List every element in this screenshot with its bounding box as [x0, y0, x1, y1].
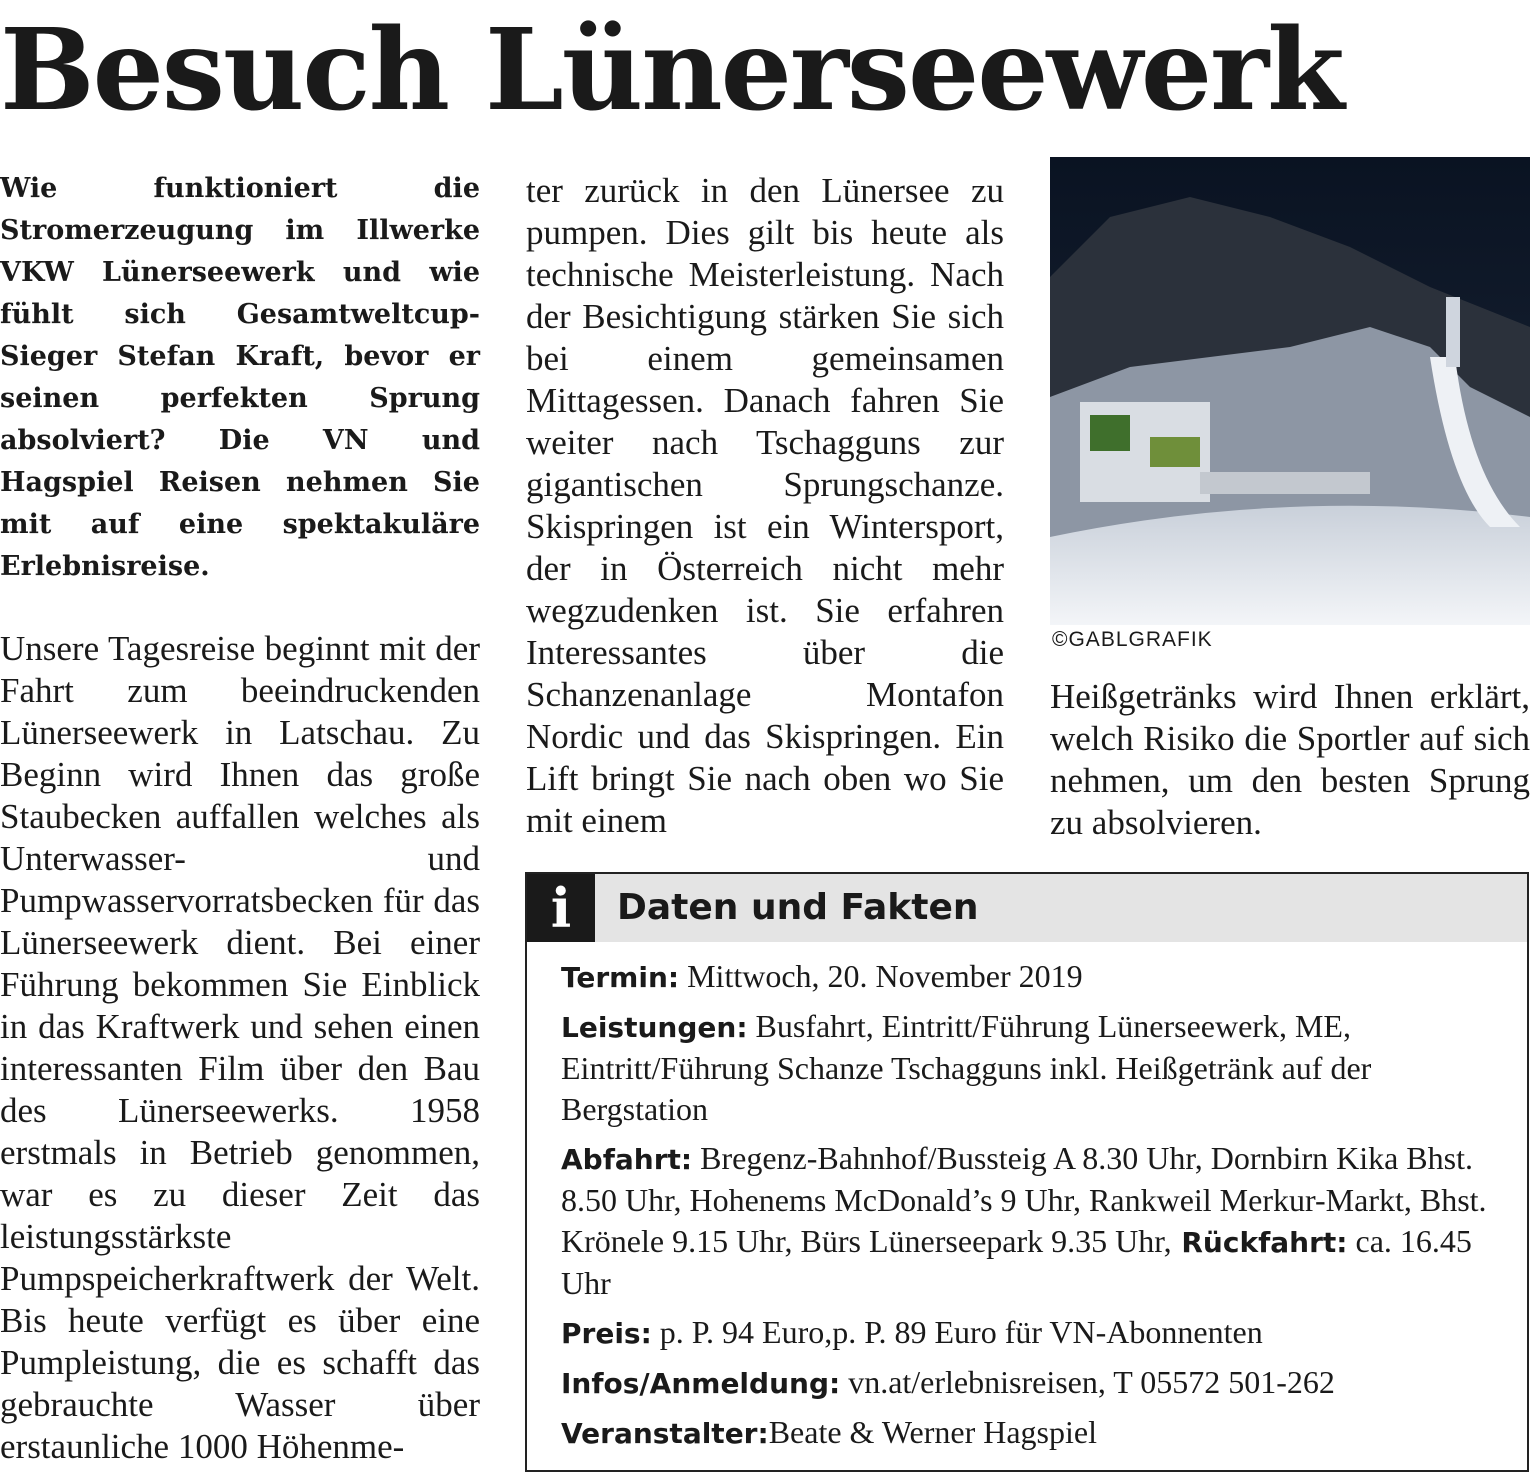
fact-label: Infos/Anmeldung:: [561, 1367, 841, 1400]
fact-text: Busfahrt, Eintritt/Führung Lünerseewerk, ME, Eintritt/Führung Schanze Tschagguns inkl. Heißgetränk auf der Bergstation: [561, 1008, 1372, 1127]
article-column-3: [1050, 676, 1530, 844]
article-column-1: [0, 168, 480, 1468]
headline: Besuch Lünerseewerk: [0, 6, 1343, 136]
fact-label: Abfahrt:: [561, 1143, 693, 1176]
photo-credit: ©GABLGRAFIK: [1052, 628, 1213, 651]
lead-paragraph: Wie funktioniert die Stromerzeugung im Illwerke VKW Lünerseewerk und wie fühlt sich Gesamtweltcup-Sieger Stefan Kraft, bevor er seinen perfekten Sprung absolviert? Die VN und Hagspiel Reisen nehmen Sie mit auf eine spektakuläre Erlebnisreise.: [0, 173, 480, 582]
facts-header: [527, 874, 1527, 942]
article-column-2: [526, 170, 1004, 842]
fact-text-rueckfahrt: ca. 16.45 Uhr: [561, 1223, 1472, 1301]
facts-title: Daten und Fakten: [617, 887, 979, 928]
ski-jump-illustration: [1050, 157, 1530, 625]
fact-text: Mittwoch, 20. November 2019: [679, 958, 1083, 994]
fact-label: Preis:: [561, 1317, 652, 1350]
facts-box: [525, 872, 1529, 1472]
fact-abfahrt: [561, 1138, 1511, 1304]
fact-infos: [561, 1362, 1511, 1404]
body-paragraph-3: Heißgetränks wird Ihnen erklärt, welch Risiko die Sportler auf sich nehmen, um den besten Sprung zu absolvieren.: [1050, 677, 1530, 842]
station-window-2: [1150, 437, 1200, 467]
fact-label: Veranstalter:: [561, 1417, 769, 1450]
fact-veranstalter: [561, 1412, 1511, 1454]
body-paragraph-2: ter zurück in den Lünersee zu pumpen. Dies gilt bis heute als technische Meisterleistung. Nach der Besichtigung stärken Sie sich bei einem gemeinsamen Mittagessen. Danach fahren Sie weiter nach Tschagguns zur gigantischen Sprungschanze. Skispringen ist ein Wintersport, der in Österreich nicht mehr wegzudenken ist. Sie erfahren Interessantes über die Schanzenanlage Montafon Nordic und das Skispringen. Ein Lift bringt Sie nach oben wo Sie mit einem: [526, 171, 1004, 840]
fact-text: Beate & Werner Hagspiel: [768, 1414, 1097, 1450]
fact-text: Bregenz-Bahnhof/Bussteig A 8.30 Uhr, Dornbirn Kika Bhst. 8.50 Uhr, Hohenems McDonald’s 9 Uhr, Rankweil Merkur-Markt, Bhst. Krönele 9.15 Uhr, Bürs Lünerseepark 9.35 Uhr,: [561, 1140, 1487, 1259]
lower-building: [1200, 472, 1370, 494]
fact-leistungen: [561, 1006, 1511, 1130]
fact-text: p. P. 94 Euro,p. P. 89 Euro für VN-Abonnenten: [651, 1314, 1263, 1350]
ski-jump-photo: [1050, 157, 1530, 625]
fact-label-rueckfahrt: Rückfahrt:: [1171, 1226, 1348, 1259]
info-icon: i: [527, 874, 595, 942]
fact-termin: [561, 956, 1511, 998]
jump-tower: [1446, 297, 1460, 367]
fact-label: Leistungen:: [561, 1011, 748, 1044]
facts-body: [561, 956, 1511, 1462]
fact-preis: [561, 1312, 1511, 1354]
fact-text: vn.at/erlebnisreisen, T 05572 501-262: [840, 1364, 1335, 1400]
body-paragraph-1: Unsere Tagesreise beginnt mit der Fahrt zum beeindruckenden Lünerseewerk in Latschau. Zu Beginn wird Ihnen das große Staubecken auffallen welches als Unterwasser- und Pumpwasservorratsbecken für das Lünerseewerk dient. Bei einer Führung bekommen Sie Einblick in das Kraftwerk und sehen einen interessanten Film über den Bau des Lünerseewerks. 1958 erstmals in Betrieb genommen, war es zu dieser Zeit das leistungsstärkste Pumpspeicherkraftwerk der Welt. Bis heute verfügt es über eine Pumpleistung, die es schafft das gebrauchte Wasser über erstaunliche 1000 Höhenme-: [0, 629, 480, 1466]
fact-label: Termin:: [561, 961, 680, 994]
station-window: [1090, 415, 1130, 451]
